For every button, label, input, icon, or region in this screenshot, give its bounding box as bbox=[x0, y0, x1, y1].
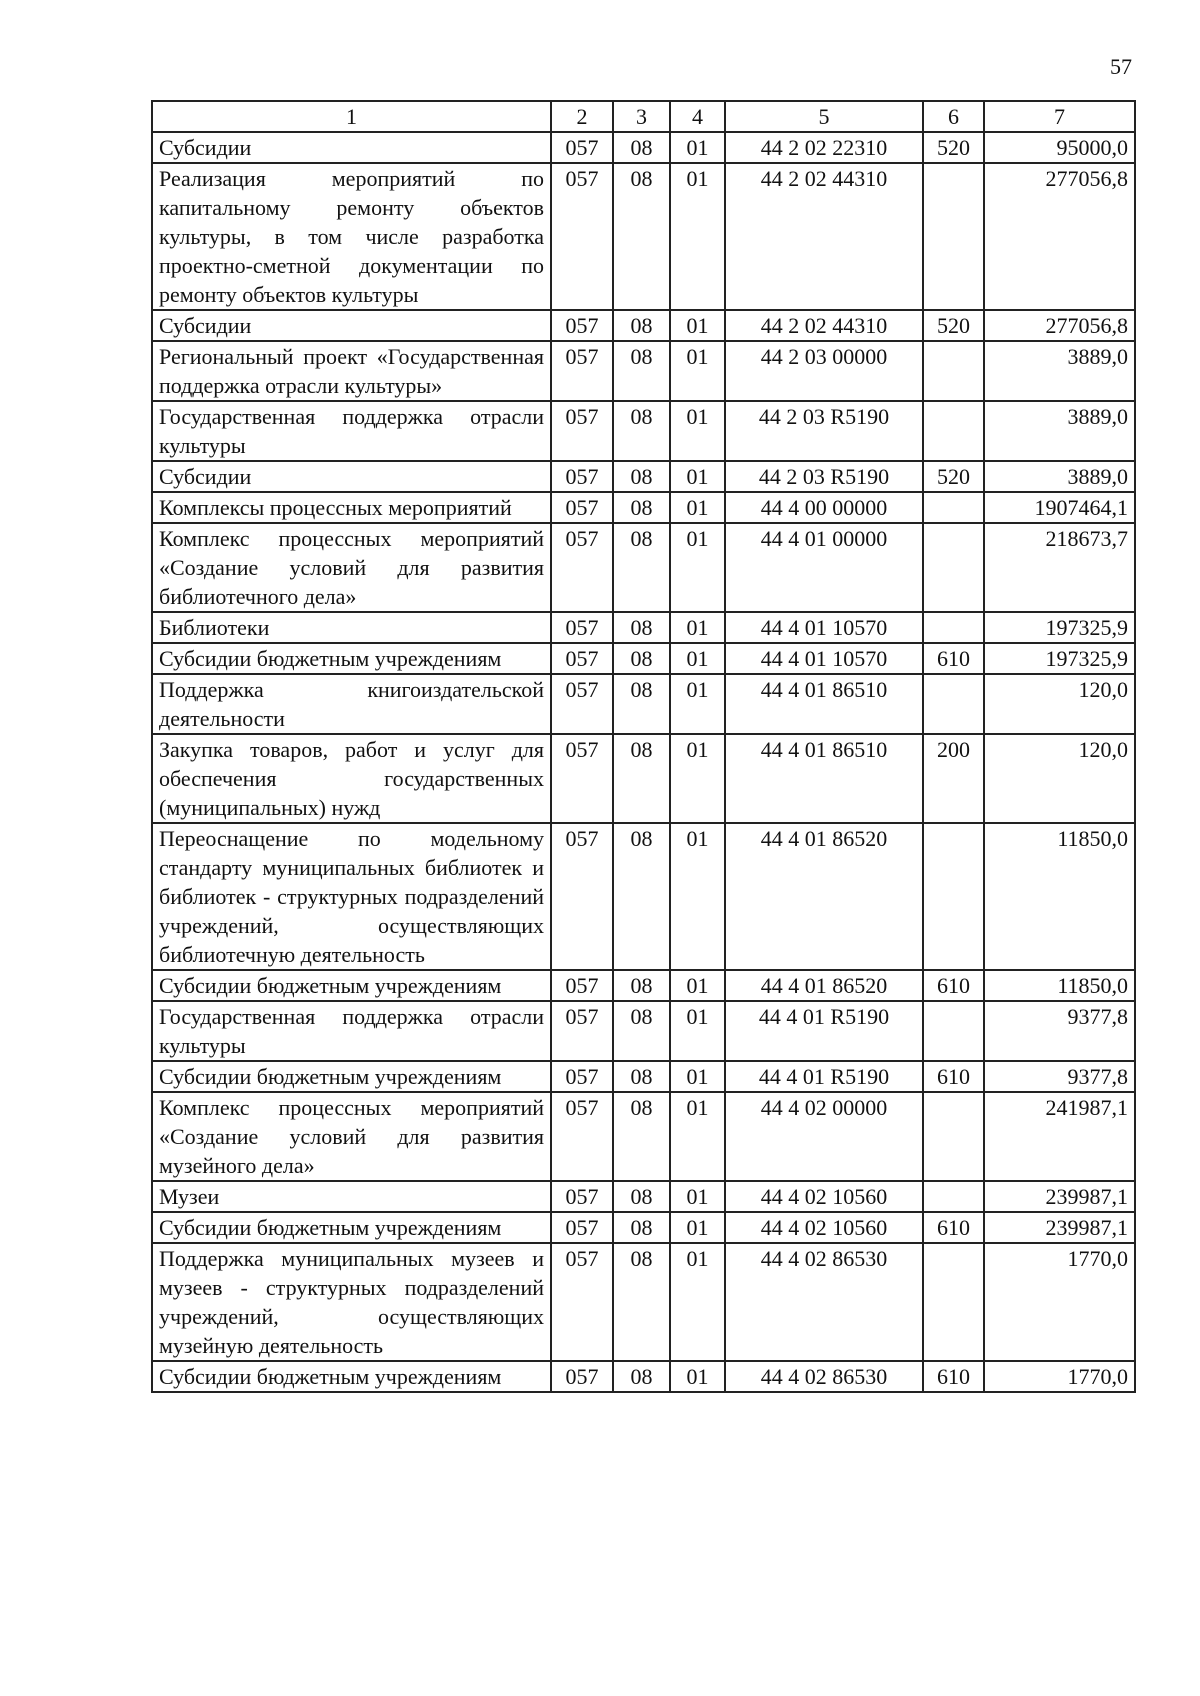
row-name: Переоснащение по модельному стандарту муниципальных библиотек и библиотек - структурных подразделений учреждений, осуществляющих библиотечную деятельность bbox=[152, 823, 551, 970]
header-cell: 3 bbox=[613, 101, 670, 132]
row-code-admin: 057 bbox=[551, 612, 613, 643]
row-code-section: 08 bbox=[613, 132, 670, 163]
row-code-section: 08 bbox=[613, 1243, 670, 1361]
row-amount: 3889,0 bbox=[984, 341, 1135, 401]
table-body bbox=[152, 132, 1135, 1392]
row-code-subsection: 01 bbox=[670, 1001, 725, 1061]
row-code-section: 08 bbox=[613, 1092, 670, 1181]
row-code-expense-type: 200 bbox=[923, 734, 984, 823]
row-code-target: 44 4 01 86510 bbox=[725, 674, 923, 734]
table-row bbox=[152, 674, 1135, 734]
table-row bbox=[152, 163, 1135, 310]
row-code-section: 08 bbox=[613, 612, 670, 643]
row-amount: 197325,9 bbox=[984, 643, 1135, 674]
row-code-expense-type: 610 bbox=[923, 1212, 984, 1243]
row-code-subsection: 01 bbox=[670, 1361, 725, 1392]
row-code-section: 08 bbox=[613, 1212, 670, 1243]
row-name: Реализация мероприятий по капитальному ремонту объектов культуры, в том числе разработка проектно-сметной документации по ремонту объектов культуры bbox=[152, 163, 551, 310]
row-code-section: 08 bbox=[613, 970, 670, 1001]
table-row bbox=[152, 1001, 1135, 1061]
row-name: Субсидии bbox=[152, 132, 551, 163]
row-code-section: 08 bbox=[613, 1181, 670, 1212]
row-code-expense-type bbox=[923, 612, 984, 643]
row-code-expense-type: 520 bbox=[923, 310, 984, 341]
row-code-target: 44 2 03 R5190 bbox=[725, 461, 923, 492]
row-code-expense-type bbox=[923, 523, 984, 612]
table-row bbox=[152, 461, 1135, 492]
row-amount: 239987,1 bbox=[984, 1181, 1135, 1212]
row-amount: 239987,1 bbox=[984, 1212, 1135, 1243]
table-row bbox=[152, 1243, 1135, 1361]
row-code-target: 44 4 02 86530 bbox=[725, 1361, 923, 1392]
row-name: Субсидии бюджетным учреждениям bbox=[152, 643, 551, 674]
row-name: Музеи bbox=[152, 1181, 551, 1212]
row-name: Государственная поддержка отрасли культуры bbox=[152, 1001, 551, 1061]
row-code-section: 08 bbox=[613, 734, 670, 823]
row-code-section: 08 bbox=[613, 492, 670, 523]
header-cell: 6 bbox=[923, 101, 984, 132]
table-row bbox=[152, 401, 1135, 461]
page-number: 57 bbox=[1110, 54, 1132, 79]
row-name: Библиотеки bbox=[152, 612, 551, 643]
row-name: Комплекс процессных мероприятий «Создание условий для развития музейного дела» bbox=[152, 1092, 551, 1181]
table-row bbox=[152, 734, 1135, 823]
row-code-expense-type: 610 bbox=[923, 1361, 984, 1392]
row-code-target: 44 4 01 R5190 bbox=[725, 1001, 923, 1061]
row-code-subsection: 01 bbox=[670, 1243, 725, 1361]
row-name: Государственная поддержка отрасли культуры bbox=[152, 401, 551, 461]
header-cell: 2 bbox=[551, 101, 613, 132]
table-row bbox=[152, 823, 1135, 970]
row-amount: 9377,8 bbox=[984, 1001, 1135, 1061]
row-name: Комплекс процессных мероприятий «Создание условий для развития библиотечного дела» bbox=[152, 523, 551, 612]
row-code-section: 08 bbox=[613, 310, 670, 341]
row-code-admin: 057 bbox=[551, 1092, 613, 1181]
row-code-admin: 057 bbox=[551, 132, 613, 163]
row-code-subsection: 01 bbox=[670, 341, 725, 401]
row-name: Субсидии бюджетным учреждениям bbox=[152, 1061, 551, 1092]
row-code-section: 08 bbox=[613, 1061, 670, 1092]
table-row bbox=[152, 612, 1135, 643]
row-code-admin: 057 bbox=[551, 401, 613, 461]
row-code-admin: 057 bbox=[551, 310, 613, 341]
row-code-section: 08 bbox=[613, 461, 670, 492]
row-code-subsection: 01 bbox=[670, 1212, 725, 1243]
row-code-subsection: 01 bbox=[670, 163, 725, 310]
row-code-target: 44 2 02 44310 bbox=[725, 163, 923, 310]
row-code-section: 08 bbox=[613, 163, 670, 310]
row-code-subsection: 01 bbox=[670, 492, 725, 523]
row-code-admin: 057 bbox=[551, 492, 613, 523]
header-cell: 5 bbox=[725, 101, 923, 132]
table-row bbox=[152, 341, 1135, 401]
row-name: Субсидии bbox=[152, 310, 551, 341]
row-code-section: 08 bbox=[613, 341, 670, 401]
row-code-expense-type bbox=[923, 163, 984, 310]
row-name: Субсидии bbox=[152, 461, 551, 492]
row-code-admin: 057 bbox=[551, 1061, 613, 1092]
row-code-admin: 057 bbox=[551, 970, 613, 1001]
row-code-subsection: 01 bbox=[670, 461, 725, 492]
row-code-target: 44 4 01 10570 bbox=[725, 643, 923, 674]
row-code-section: 08 bbox=[613, 401, 670, 461]
row-code-subsection: 01 bbox=[670, 970, 725, 1001]
row-code-admin: 057 bbox=[551, 163, 613, 310]
row-code-admin: 057 bbox=[551, 1001, 613, 1061]
table-row bbox=[152, 310, 1135, 341]
row-code-target: 44 2 03 R5190 bbox=[725, 401, 923, 461]
row-amount: 3889,0 bbox=[984, 401, 1135, 461]
row-code-subsection: 01 bbox=[670, 823, 725, 970]
row-name: Субсидии бюджетным учреждениям bbox=[152, 970, 551, 1001]
row-name: Поддержка книгоиздательской деятельности bbox=[152, 674, 551, 734]
row-code-section: 08 bbox=[613, 1361, 670, 1392]
row-code-target: 44 4 02 10560 bbox=[725, 1212, 923, 1243]
row-code-target: 44 4 02 10560 bbox=[725, 1181, 923, 1212]
row-amount: 241987,1 bbox=[984, 1092, 1135, 1181]
table-row bbox=[152, 1181, 1135, 1212]
row-code-expense-type: 610 bbox=[923, 643, 984, 674]
table-row bbox=[152, 1361, 1135, 1392]
row-name: Субсидии бюджетным учреждениям bbox=[152, 1361, 551, 1392]
row-code-expense-type bbox=[923, 674, 984, 734]
row-code-subsection: 01 bbox=[670, 401, 725, 461]
header-row bbox=[152, 101, 1135, 132]
row-code-subsection: 01 bbox=[670, 1092, 725, 1181]
row-amount: 11850,0 bbox=[984, 823, 1135, 970]
table-row bbox=[152, 1092, 1135, 1181]
row-amount: 11850,0 bbox=[984, 970, 1135, 1001]
row-amount: 120,0 bbox=[984, 674, 1135, 734]
row-code-expense-type bbox=[923, 1001, 984, 1061]
header-cell: 1 bbox=[152, 101, 551, 132]
row-code-admin: 057 bbox=[551, 674, 613, 734]
row-amount: 218673,7 bbox=[984, 523, 1135, 612]
table-row bbox=[152, 492, 1135, 523]
row-code-subsection: 01 bbox=[670, 310, 725, 341]
row-code-expense-type bbox=[923, 341, 984, 401]
table-row bbox=[152, 643, 1135, 674]
row-code-target: 44 4 01 00000 bbox=[725, 523, 923, 612]
header-cell: 4 bbox=[670, 101, 725, 132]
table-row bbox=[152, 523, 1135, 612]
row-code-subsection: 01 bbox=[670, 1061, 725, 1092]
row-amount: 1770,0 bbox=[984, 1361, 1135, 1392]
row-code-admin: 057 bbox=[551, 1212, 613, 1243]
row-code-admin: 057 bbox=[551, 823, 613, 970]
row-code-admin: 057 bbox=[551, 734, 613, 823]
row-code-section: 08 bbox=[613, 523, 670, 612]
row-code-expense-type: 520 bbox=[923, 132, 984, 163]
row-name: Поддержка муниципальных музеев и музеев - структурных подразделений учреждений, осуществляющих музейную деятельность bbox=[152, 1243, 551, 1361]
header-cell: 7 bbox=[984, 101, 1135, 132]
row-code-subsection: 01 bbox=[670, 734, 725, 823]
row-code-target: 44 4 02 00000 bbox=[725, 1092, 923, 1181]
row-code-section: 08 bbox=[613, 643, 670, 674]
row-code-section: 08 bbox=[613, 1001, 670, 1061]
row-code-admin: 057 bbox=[551, 461, 613, 492]
row-code-admin: 057 bbox=[551, 1361, 613, 1392]
table-row bbox=[152, 970, 1135, 1001]
row-code-subsection: 01 bbox=[670, 1181, 725, 1212]
row-amount: 277056,8 bbox=[984, 163, 1135, 310]
row-code-expense-type bbox=[923, 401, 984, 461]
row-code-target: 44 4 01 10570 bbox=[725, 612, 923, 643]
row-code-admin: 057 bbox=[551, 523, 613, 612]
row-amount: 120,0 bbox=[984, 734, 1135, 823]
budget-table bbox=[151, 100, 1136, 1393]
row-code-target: 44 2 02 22310 bbox=[725, 132, 923, 163]
row-amount: 197325,9 bbox=[984, 612, 1135, 643]
row-code-target: 44 2 02 44310 bbox=[725, 310, 923, 341]
row-code-expense-type bbox=[923, 1243, 984, 1361]
row-amount: 3889,0 bbox=[984, 461, 1135, 492]
row-amount: 95000,0 bbox=[984, 132, 1135, 163]
row-code-target: 44 2 03 00000 bbox=[725, 341, 923, 401]
row-code-admin: 057 bbox=[551, 643, 613, 674]
row-code-target: 44 4 01 86520 bbox=[725, 970, 923, 1001]
row-code-section: 08 bbox=[613, 674, 670, 734]
row-code-admin: 057 bbox=[551, 1243, 613, 1361]
row-code-target: 44 4 01 R5190 bbox=[725, 1061, 923, 1092]
row-code-section: 08 bbox=[613, 823, 670, 970]
row-code-expense-type bbox=[923, 1092, 984, 1181]
row-name: Комплексы процессных мероприятий bbox=[152, 492, 551, 523]
row-code-expense-type: 610 bbox=[923, 1061, 984, 1092]
row-code-subsection: 01 bbox=[670, 674, 725, 734]
row-code-subsection: 01 bbox=[670, 643, 725, 674]
row-code-target: 44 4 00 00000 bbox=[725, 492, 923, 523]
row-code-target: 44 4 02 86530 bbox=[725, 1243, 923, 1361]
row-code-target: 44 4 01 86510 bbox=[725, 734, 923, 823]
row-amount: 1907464,1 bbox=[984, 492, 1135, 523]
table-row bbox=[152, 132, 1135, 163]
table-row bbox=[152, 1212, 1135, 1243]
row-name: Региональный проект «Государственная поддержка отрасли культуры» bbox=[152, 341, 551, 401]
row-code-admin: 057 bbox=[551, 1181, 613, 1212]
row-code-subsection: 01 bbox=[670, 523, 725, 612]
row-code-expense-type bbox=[923, 492, 984, 523]
row-code-subsection: 01 bbox=[670, 132, 725, 163]
row-amount: 9377,8 bbox=[984, 1061, 1135, 1092]
row-code-expense-type bbox=[923, 823, 984, 970]
row-code-expense-type: 610 bbox=[923, 970, 984, 1001]
row-amount: 1770,0 bbox=[984, 1243, 1135, 1361]
table-row bbox=[152, 1061, 1135, 1092]
row-name: Закупка товаров, работ и услуг для обеспечения государственных (муниципальных) нужд bbox=[152, 734, 551, 823]
row-amount: 277056,8 bbox=[984, 310, 1135, 341]
row-name: Субсидии бюджетным учреждениям bbox=[152, 1212, 551, 1243]
row-code-target: 44 4 01 86520 bbox=[725, 823, 923, 970]
row-code-subsection: 01 bbox=[670, 612, 725, 643]
row-code-expense-type: 520 bbox=[923, 461, 984, 492]
row-code-expense-type bbox=[923, 1181, 984, 1212]
row-code-admin: 057 bbox=[551, 341, 613, 401]
